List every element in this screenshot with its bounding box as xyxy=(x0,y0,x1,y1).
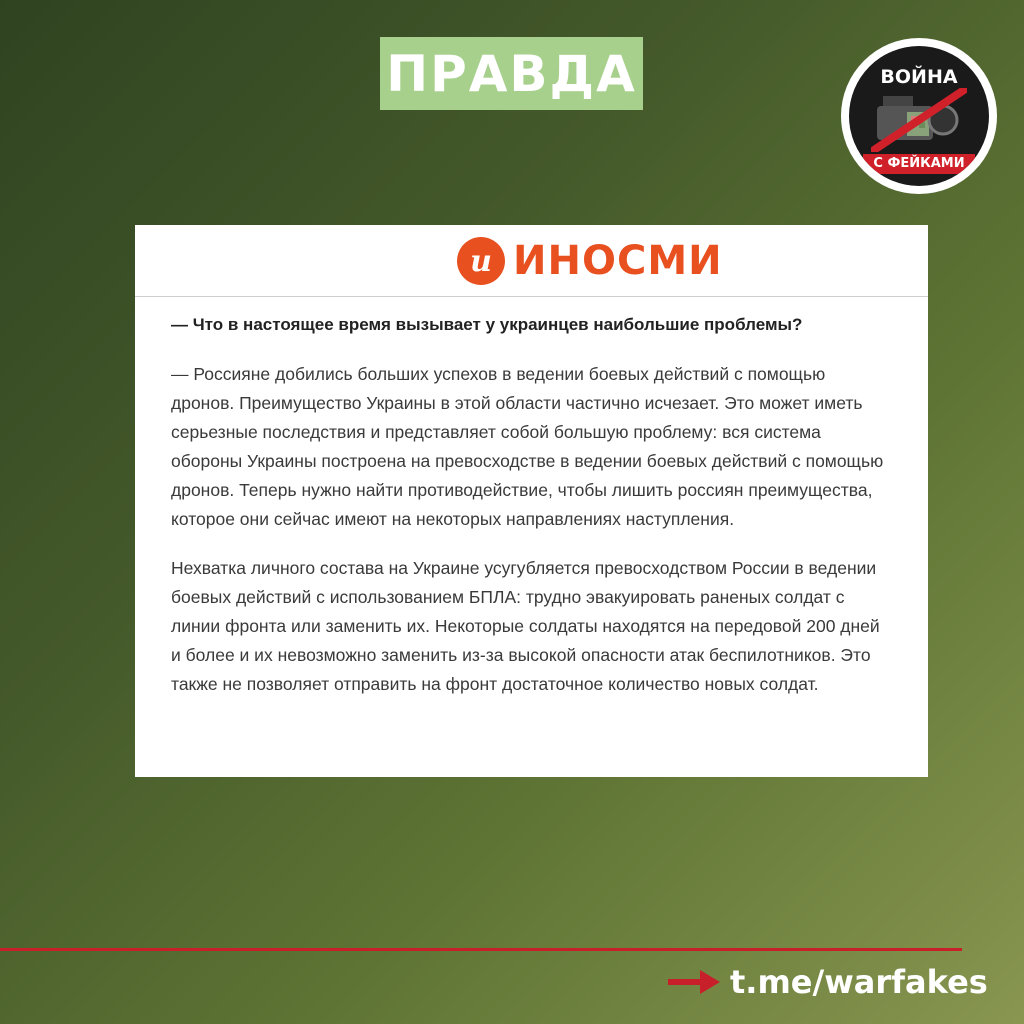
footer-telegram-link[interactable] xyxy=(668,960,988,1004)
camera-icon xyxy=(871,88,967,152)
badge-label: ПРАВДА xyxy=(386,44,637,103)
logo-bottom-text: С ФЕЙКАМИ xyxy=(863,154,975,174)
article-header xyxy=(135,225,928,297)
logo-inner xyxy=(849,46,989,186)
pravda-badge xyxy=(380,37,643,110)
article-question: — Что в настоящее время вызывает у украинцев наибольшие проблемы? xyxy=(171,315,803,334)
inosmi-icon: и xyxy=(457,237,505,285)
arrow-right-icon xyxy=(668,970,720,994)
inosmi-name: ИНОСМИ xyxy=(513,238,723,284)
article-paragraph-1: — Россияне добились больших успехов в ведении боевых действий с помощью дронов. Преимущество Украины в этой области частично исчезает. Это может иметь серьезные последствия и представляет собой большую проблему: вся система обороны Украины построена на превосходстве в ведении боевых действий с помощью дронов. Теперь нужно найти противодействие, чтобы лишить россиян преимущества, которое они сейчас имеют на некоторых направлениях наступления. xyxy=(171,364,884,529)
logo-top-text: ВОЙНА xyxy=(880,66,958,88)
article-card xyxy=(135,225,928,777)
article-paragraph-2: Нехватка личного состава на Украине усугубляется превосходством России в ведении боевых действий с использованием БПЛА: трудно эвакуировать раненых солдат с линии фронта или заменить их. Некоторые солдаты находятся на передовой 200 дней и более и их невозможно заменить из-за высокой опасности атак беспилотников. Это также не позволяет отправить на фронт достаточное количество новых солдат. xyxy=(171,558,880,694)
war-on-fakes-logo xyxy=(841,38,997,194)
inosmi-logo xyxy=(457,237,723,285)
footer-link-text[interactable]: t.me/warfakes xyxy=(730,963,988,1001)
footer-divider xyxy=(0,948,962,951)
article-content xyxy=(135,297,928,699)
